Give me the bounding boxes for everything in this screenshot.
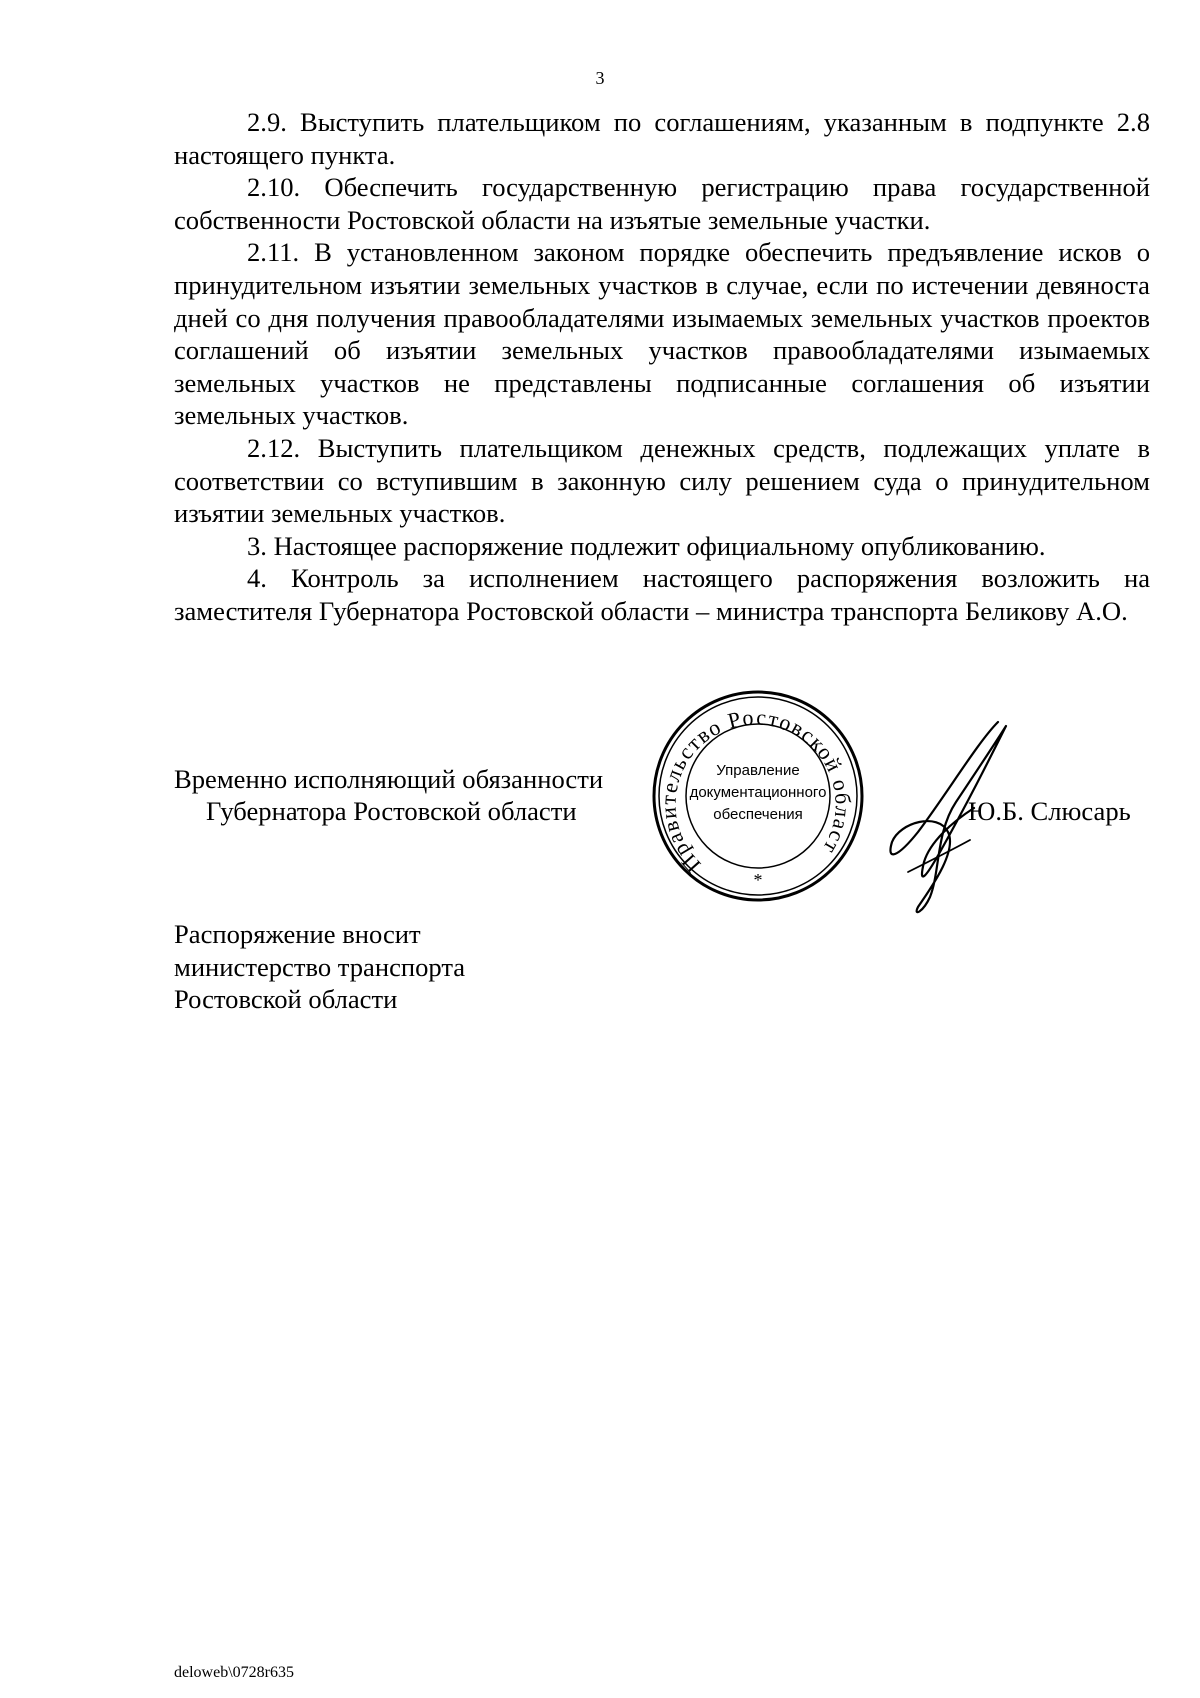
seal-center-line1: Управление <box>716 762 800 779</box>
submitter-block <box>174 918 465 1016</box>
submitter-line1: Распоряжение вносит <box>174 919 421 949</box>
seal-ring-text: Правительство Ростовской област <box>655 704 856 878</box>
page-number: 3 <box>595 68 605 88</box>
paragraph-4: 4. Контроль за исполнением настоящего распоряжения возложить на заместителя Губернатора Ростовской области – министра транспорта Беликову А.О. <box>174 563 1150 626</box>
signatory-position-line1: Временно исполняющий обязанности <box>174 764 604 794</box>
seal-center-text <box>684 760 832 826</box>
document-body <box>174 106 1150 628</box>
seal-star: * <box>753 870 763 890</box>
seal-center-line2: документационного <box>689 784 827 801</box>
signatory-name: Ю.Б. Слюсарь <box>968 796 1131 826</box>
paragraph-3: 3. Настоящее распоряжение подлежит официальному опубликованию. <box>247 530 1046 561</box>
official-seal <box>648 686 868 906</box>
submitter-line3: Ростовской области <box>174 984 398 1015</box>
paragraph-2-9: 2.9. Выступить плательщиком по соглашениям, указанным в подпункте 2.8 настоящего пункта. <box>174 107 1150 170</box>
paragraph-2-11: 2.11. В установленном законом порядке обеспечить предъявление исков о принудительном изъятии земельных участков в случае, если по истечении девяноста дней со дня получения правообладателями изымаемых земельных участков проектов соглашений об изъятии земельных участков правообладателями изымаемых земельных участков не представлены подписанные соглашения об изъятии земельных участков. <box>174 237 1150 431</box>
signatory-position-line2: Губернатора Ростовской области <box>206 796 577 826</box>
paragraph-2-12: 2.12. Выступить плательщиком денежных средств, подлежащих уплате в соответствии со вступившим в законную силу решением суда о принудительном изъятии земельных участков. <box>174 432 1150 529</box>
paragraph-2-10: 2.10. Обеспечить государственную регистрацию права государственной собственности Ростовской области на изъятые земельные участки. <box>174 172 1150 235</box>
signatory-position <box>174 763 634 827</box>
footer-document-code: deloweb\0728r635 <box>174 1664 294 1681</box>
submitter-line2: министерство транспорта <box>174 951 466 982</box>
seal-center-line3: обеспечения <box>713 806 803 823</box>
